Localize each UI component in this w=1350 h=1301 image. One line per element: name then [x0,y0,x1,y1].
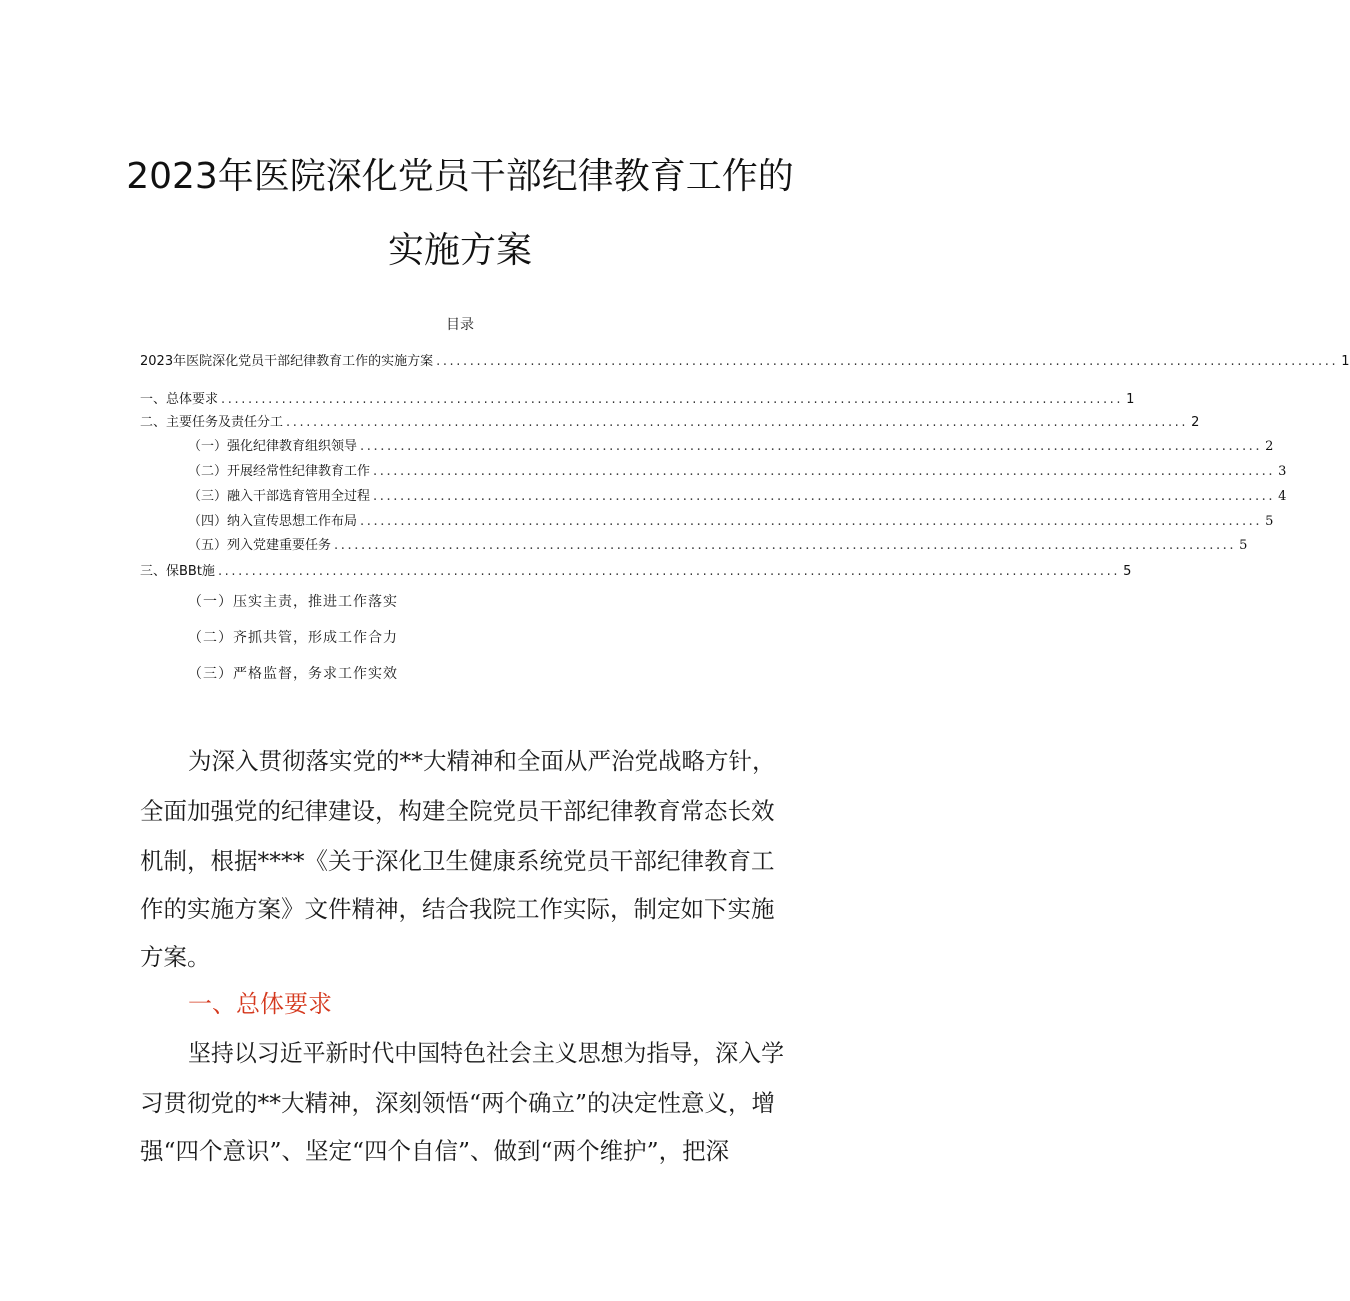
section-paragraph-line: 习贯彻党的**大精神，深刻领悟“两个确立”的决定性意义，增 [140,1089,776,1117]
section-paragraph-line: 强“四个意识”、坚定“四个自信”、做到“两个维护”，把深 [140,1137,730,1165]
toc-sub-item: （二）齐抓共管，形成工作合力 [188,630,398,646]
toc-dot-leader: ...................................................................................................................................... [360,439,1263,454]
intro-paragraph-line: 全面加强党的纪律建设，构建全院党员干部纪律教育常态长效 [140,797,775,825]
toc-dot-leader: ...................................................................................................................................... [360,514,1263,529]
toc-entry[interactable] [140,411,1200,430]
document-title-line2: 实施方案 [387,230,532,271]
toc-dot-leader: ...................................................................................................................................... [217,564,1121,579]
toc-entry-page: 1 [1341,354,1350,369]
toc-dot-leader: ...................................................................................................................................... [373,489,1276,504]
toc-entry-label: （一）强化纪律教育组织领导 [188,439,358,454]
toc-entry-page: 2 [1265,439,1274,454]
intro-paragraph-line: 方案。 [140,943,211,971]
toc-entry[interactable] [140,560,1132,579]
toc-entry-page: 1 [1126,392,1135,407]
intro-paragraph-line: 作的实施方案》文件精神，结合我院工作实际，制定如下实施 [140,895,775,923]
toc-entry-page: 3 [1278,464,1287,479]
toc-entry-label: 二、主要任务及责任分工 [140,415,284,430]
toc-dot-leader: ...................................................................................................................................... [373,464,1276,479]
toc-entry[interactable] [188,510,1274,529]
toc-heading: 目录 [446,317,474,333]
toc-entry[interactable] [188,485,1287,504]
toc-entry-page: 5 [1239,538,1248,553]
toc-entry-page: 5 [1123,564,1132,579]
toc-dot-leader: ...................................................................................................................................... [221,392,1124,407]
section-paragraph-line: 坚持以习近平新时代中国特色社会主义思想为指导，深入学 [188,1039,784,1067]
toc-sub-item: （三）严格监督，务求工作实效 [188,666,398,682]
toc-entry-label: 一、总体要求 [140,392,219,407]
toc-entry-label: 2023年医院深化党员干部纪律教育工作的实施方案 [140,354,434,369]
toc-sub-item: （一）压实主责，推进工作落实 [188,594,398,610]
toc-entry[interactable] [188,460,1287,479]
section-heading: 一、总体要求 [188,990,332,1018]
toc-entry-label: （二）开展经常性纪律教育工作 [188,464,371,479]
toc-entry[interactable] [140,388,1135,407]
toc-entry[interactable] [188,435,1274,454]
toc-entry-page: 5 [1265,514,1274,529]
toc-entry-page: 4 [1278,489,1287,504]
toc-entry-page: 2 [1191,415,1200,430]
toc-entry[interactable] [140,350,1350,369]
toc-entry[interactable] [188,534,1248,553]
toc-dot-leader: ...................................................................................................................................... [436,354,1339,369]
toc-entry-label: （三）融入干部选育管用全过程 [188,489,371,504]
intro-paragraph-line: 为深入贯彻落实党的**大精神和全面从严治党战略方针， [188,747,776,775]
intro-paragraph-line: 机制，根据****《关于深化卫生健康系统党员干部纪律教育工 [140,847,775,875]
toc-dot-leader: ...................................................................................................................................... [286,415,1189,430]
toc-entry-label: （五）列入党建重要任务 [188,538,332,553]
toc-dot-leader: ...................................................................................................................................... [334,538,1237,553]
toc-entry-label: 三、保BBt施 [140,564,215,579]
document-title-line1: 2023年医院深化党员干部纪律教育工作的 [126,156,794,197]
toc-entry-label: （四）纳入宣传思想工作布局 [188,514,358,529]
